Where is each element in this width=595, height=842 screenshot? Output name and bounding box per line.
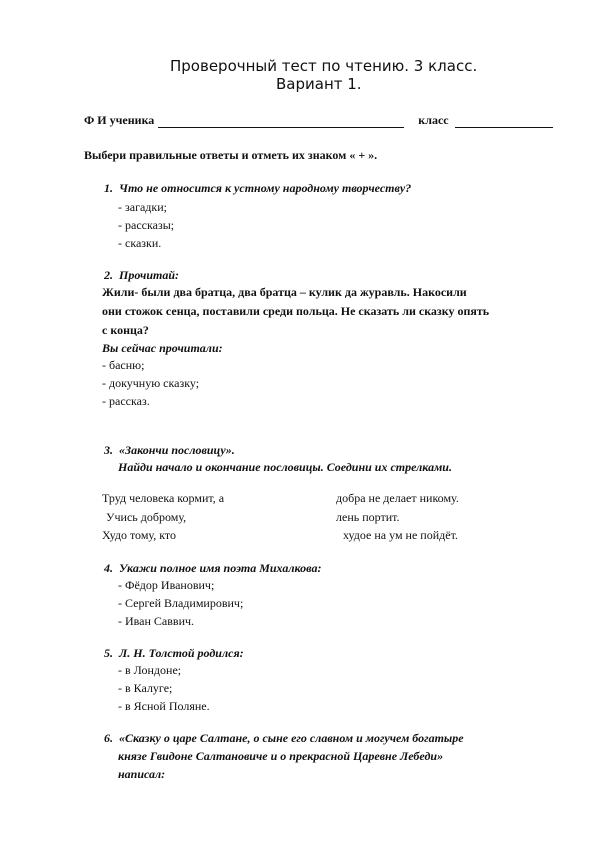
proverb-end-2[interactable]: лень портит. — [336, 510, 400, 524]
question-1 — [104, 181, 411, 196]
variant-title: Вариант 1. — [276, 75, 362, 93]
class-label: класс — [418, 113, 449, 127]
question-4-text: Укажи полное имя поэта Михалкова: — [119, 561, 322, 575]
question-1-text: Что не относится к устному народному творчеству? — [119, 181, 412, 195]
class-field[interactable] — [455, 115, 553, 128]
q2-option-3[interactable]: - рассказ. — [102, 394, 150, 408]
question-3 — [104, 443, 235, 458]
question-6-text-line-2: князе Гвидоне Салтановиче и о прекрасной Царевне Лебеди» — [118, 749, 444, 763]
q4-option-3[interactable]: - Иван Саввич. — [118, 614, 195, 628]
question-4 — [104, 561, 321, 576]
question-2-text: Прочитай: — [119, 268, 179, 282]
question-3-text: «Закончи пословицу». — [119, 443, 235, 457]
question-1-number: 1. — [104, 181, 113, 195]
proverb-end-1[interactable]: добра не делает никому. — [336, 491, 459, 505]
question-6-text-line-3: написал: — [118, 767, 166, 781]
question-5 — [104, 646, 244, 661]
q2-option-2[interactable]: - докучную сказку; — [102, 376, 200, 390]
student-info-row — [84, 113, 553, 128]
page-title: Проверочный тест по чтению. 3 класс. — [170, 57, 478, 75]
q2-subquestion: Вы сейчас прочитали: — [102, 341, 223, 355]
question-4-number: 4. — [104, 561, 113, 575]
q2-passage-line-1: Жили- были два братца, два братца – кулик да журавль. Накосили — [102, 285, 467, 299]
q5-option-1[interactable]: - в Лондоне; — [118, 663, 182, 677]
q4-option-2[interactable]: - Сергей Владимирович; — [118, 596, 244, 610]
student-name-label: Ф И ученика — [84, 113, 155, 127]
q4-option-1[interactable]: - Фёдор Иванович; — [118, 578, 215, 592]
q2-passage-line-3: с конца? — [102, 323, 149, 337]
q5-option-3[interactable]: - в Ясной Поляне. — [118, 699, 210, 713]
question-5-text: Л. Н. Толстой родился: — [119, 646, 244, 660]
q1-option-2[interactable]: - рассказы; — [118, 218, 175, 232]
proverb-end-3[interactable]: худое на ум не пойдёт. — [343, 528, 458, 542]
q3-subtext: Найди начало и окончание пословицы. Соедини их стрелками. — [118, 460, 452, 474]
q1-option-1[interactable]: - загадки; — [118, 200, 168, 214]
question-2-number: 2. — [104, 268, 113, 282]
q1-option-3[interactable]: - сказки. — [118, 236, 162, 250]
q2-passage-line-2: они стожок сенца, поставили среди польца. Не сказать ли сказку опять — [102, 304, 490, 318]
question-6-text-line-1: «Сказку о царе Салтане, о сыне его славном и могучем богатыре — [119, 731, 464, 745]
q2-option-1[interactable]: - басню; — [102, 358, 145, 372]
instruction-text: Выбери правильные ответы и отметь их знаком « + ». — [84, 148, 378, 162]
question-3-number: 3. — [104, 443, 113, 457]
question-6 — [104, 731, 464, 746]
proverb-start-3[interactable]: Худо тому, кто — [102, 528, 176, 542]
question-2 — [104, 268, 179, 283]
proverb-start-2[interactable]: Учись доброму, — [106, 510, 187, 524]
q5-option-2[interactable]: - в Калуге; — [118, 681, 173, 695]
proverb-start-1[interactable]: Труд человека кормит, а — [102, 491, 225, 505]
question-5-number: 5. — [104, 646, 113, 660]
question-6-number: 6. — [104, 731, 113, 745]
student-name-field[interactable] — [158, 115, 404, 128]
